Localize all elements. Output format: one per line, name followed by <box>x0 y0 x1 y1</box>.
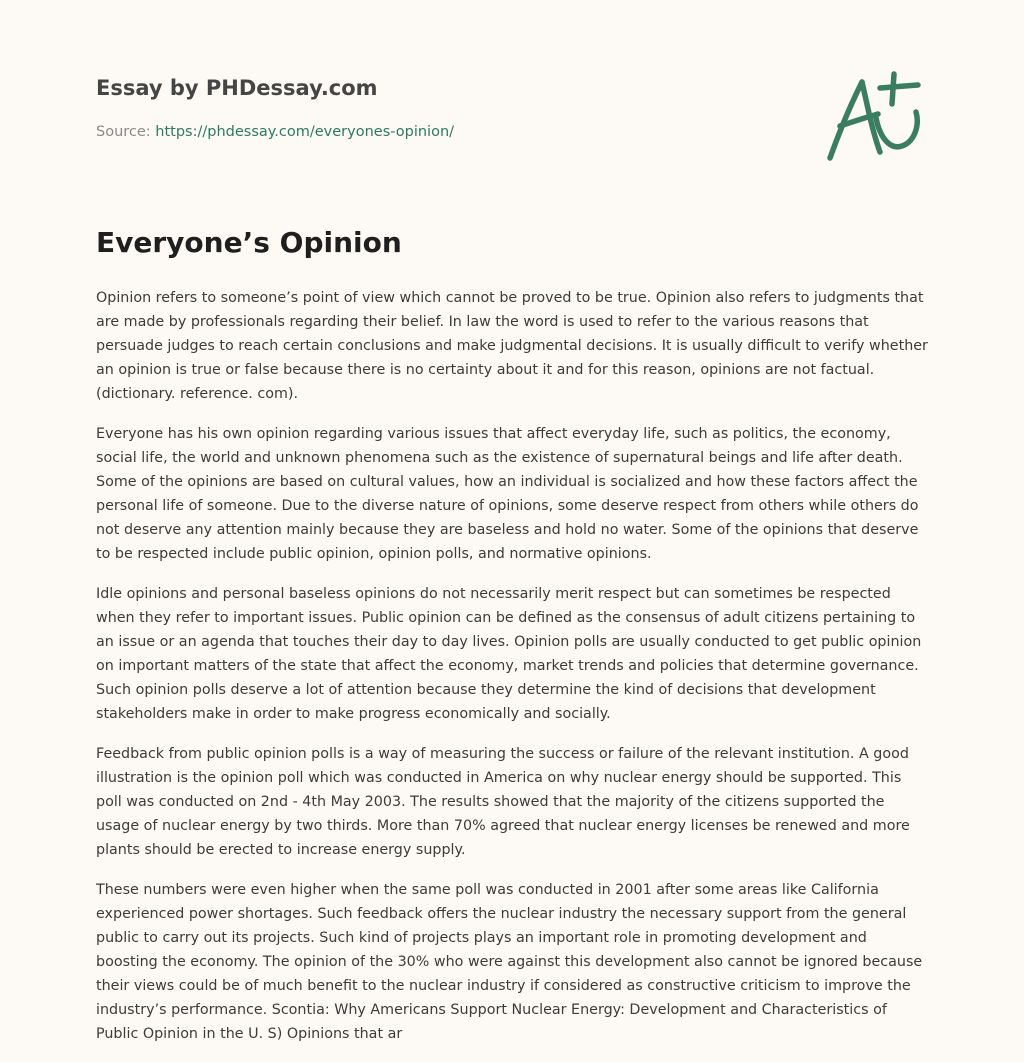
essay-paragraph: Idle opinions and personal baseless opinions do not necessarily merit respect but can sometimes be respected when they refer to important issues. Public opinion can be defined as the consensus of adult citizens pertaining to an issue or an agenda that touches their day to day lives. Opinion polls are usually conducted to get public opinion on important matters of the state that affect the economy, market trends and policies that determine governance. Such opinion polls deserve a lot of attention because they determine the kind of decisions that development stakeholders make in order to make progress economically and socially. <box>96 586 922 722</box>
source-link[interactable]: https://phdessay.com/everyones-opinion/ <box>155 124 455 140</box>
a-plus-grade-logo <box>822 68 926 164</box>
source-line <box>96 124 454 140</box>
essay-paragraph: Everyone has his own opinion regarding various issues that affect everyday life, such as politics, the economy, social life, the world and unknown phenomena such as the existence of supernatural beings and life after death. Some of the opinions are based on cultural values, how an individual is socialized and how these factors affect the personal life of someone. Due to the diverse nature of opinions, some deserve respect from others while others do not deserve any attention mainly because they are baseless and hold no water. Some of the opinions that deserve to be respected include public opinion, opinion polls, and normative opinions. <box>96 426 919 562</box>
essay-title: Everyone’s Opinion <box>96 226 402 259</box>
essay-paragraph: Opinion refers to someone’s point of view which cannot be proved to be true. Opinion also refers to judgments that are made by professionals regarding their belief. In law the word is used to refer to the various reasons that persuade judges to reach certain conclusions and make judgmental decisions. It is usually difficult to verify whether an opinion is true or false because there is no certainty about it and for this reason, opinions are not factual. (dictionary. reference. com). <box>96 290 928 402</box>
site-title: Essay by PHDessay.com <box>96 76 378 100</box>
essay-body <box>96 286 930 1062</box>
essay-paragraph: These numbers were even higher when the same poll was conducted in 2001 after some areas like California experienced power shortages. Such feedback offers the nuclear industry the necessary support from the general public to carry out its projects. Such kind of projects plays an important role in promoting development and boosting the economy. The opinion of the 30% who were against this development also cannot be ignored because their views could be of much benefit to the nuclear industry if considered as constructive criticism to improve the industry’s performance. Scontia: Why Americans Support Nuclear Energy: Development and Characteristics of Public Opinion in the U. S) Opinions that ar <box>96 882 923 1042</box>
source-label: Source: <box>96 124 156 140</box>
essay-paragraph: Feedback from public opinion polls is a way of measuring the success or failure of the relevant institution. A good illustration is the opinion poll which was conducted in America on why nuclear energy should be supported. This poll was conducted on 2nd - 4th May 2003. The results showed that the majority of the citizens supported the usage of nuclear energy by two thirds. More than 70% agreed that nuclear energy licenses be renewed and more plants should be erected to increase energy supply. <box>96 746 910 858</box>
